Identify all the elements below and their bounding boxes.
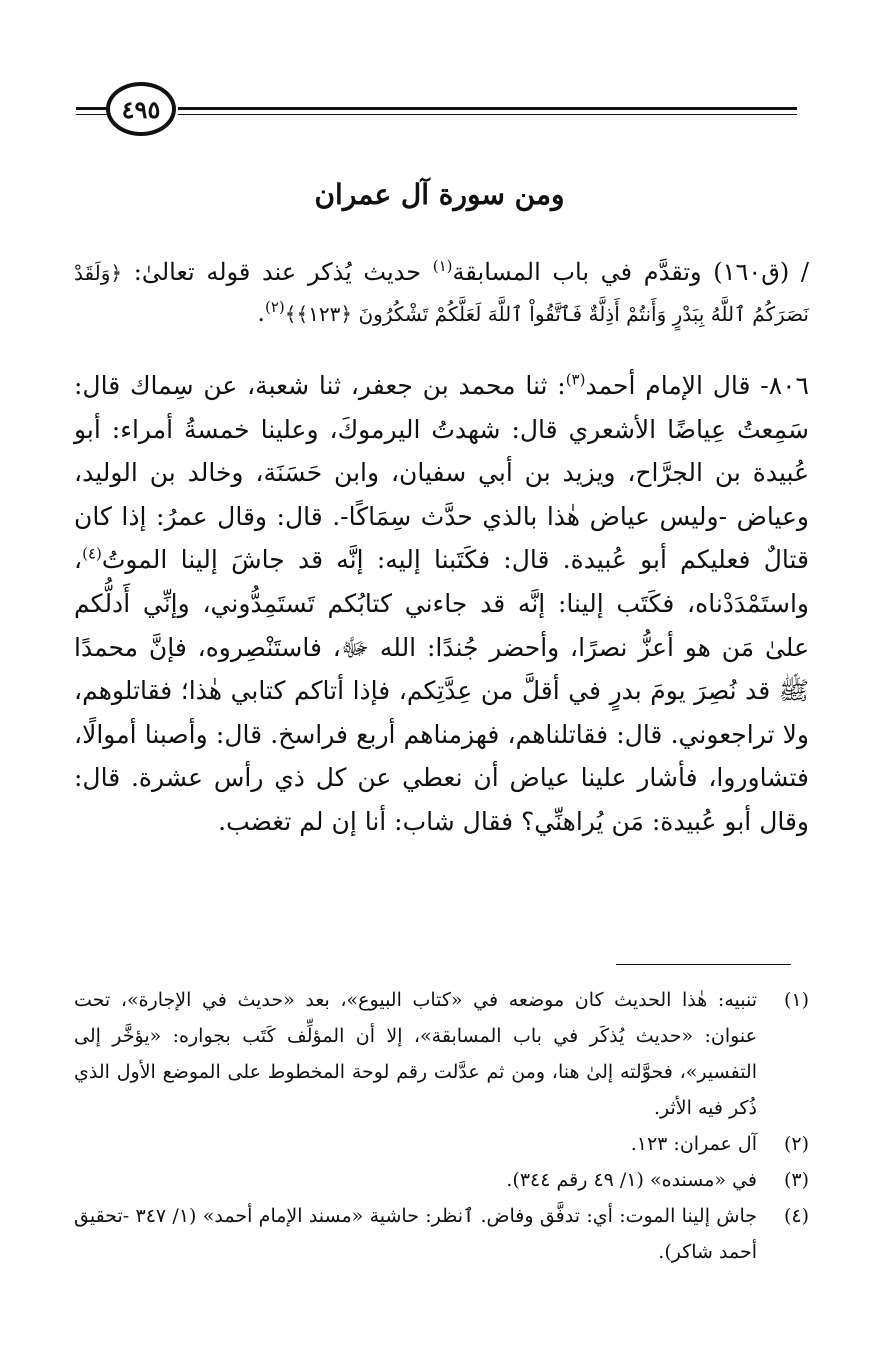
header-rule (178, 107, 797, 110)
footnote (74, 1198, 809, 1270)
quran-verse: ﴿وَلَقَدْ نَصَرَكُمُ ٱللَّهُ بِبَدْرٍ وَأَنتُمْ أَذِلَّةٌ فَٱتَّقُواْ ٱللَّهَ لَعَلَّكُمْ تَشْكُرُونَ ﴿١٢٣﴾﴾ (74, 261, 809, 326)
header-rule (178, 114, 797, 115)
footnote-text: تنبيه: هٰذا الحديث كان موضعه في «كتاب البيوع»، بعد «حديث في الإجارة»، تحت عنوان: «حديث يُذكَر في باب المسابقة»، إلا أن المؤلِّف كَتَب بجواره: «يؤخَّر إلى التفسير»، فحوَّلته إلىٰ هنا، ومن ثم عدَّلت رقم لوحة المخطوط على الموضع الأول الذي ذُكر فيه الأثر. (74, 989, 757, 1119)
footnotes (74, 982, 809, 1270)
footnote-text: في «مسنده» (١/ ٤٩ رقم ٣٤٤). (506, 1169, 757, 1191)
footnote (74, 1126, 809, 1162)
footnote-number: (٣) (783, 1169, 809, 1191)
footnote-number: (١) (783, 989, 809, 1011)
footnote-ref: (٤) (82, 545, 102, 564)
footnote-ref: (١) (432, 257, 453, 275)
hadith-paragraph (74, 364, 809, 844)
footnote-ref: (٢) (264, 298, 285, 316)
intro-paragraph (74, 252, 809, 334)
intro-text: / (ق١٦٠) وتقدَّم في باب المسابقة (452, 258, 810, 286)
header-rule (76, 114, 110, 115)
footnote-text: آل عمران: ١٢٣. (630, 1133, 757, 1155)
footnote-number: (٤) (783, 1205, 809, 1227)
intro-text: حديث يُذكر عند قوله تعالىٰ: (133, 258, 433, 286)
footnote-text: جاش إلينا الموت: أي: تدفَّق وفاض. ٱنظر: حاشية «مسند الإمام أحمد» (١/ ٣٤٧ -تحقيق أحمد شاكر). (74, 1205, 758, 1263)
footnote-separator (616, 964, 791, 965)
footnote-ref: (٣) (565, 370, 586, 389)
footnote (74, 982, 809, 1126)
hadith-text: ٨٠٦- قال الإمام أحمد (585, 371, 809, 400)
intro-end: . (257, 299, 265, 327)
footnote-number: (٢) (783, 1133, 809, 1155)
hadith-text: : ثنا محمد بن جعفر، ثنا شعبة، عن سِماك قال: سَمِعتُ عِياضًا الأشعري قال: شهدتُ اليرموكَ، وعلينا خمسةُ أمراء: أبو عُبيدة بن الجرَّاح، ويزيد بن أبي سفيان، وابن حَسَنَة، وخالد بن الوليد، وعياض -وليس عياض هٰذا بالذي حدَّث سِمَاكًا-. قال: وقال عمرُ: إذا كان قتالٌ فعليكم أبو عُبيدة. قال: فكَتَبنا إليه: إنَّه قد جاشَ إلينا الموتُ (74, 371, 809, 575)
hadith-text: ، واستَمْدَدْناه، فكَتَب إلينا: إنَّه قد جاءني كتابُكم تَستَمِدُّوني، وإنِّي أَدلُّكم علىٰ مَن هو أعزُّ نصرًا، وأحضر جُندًا: الله ﷻ، فاستَنْصِروه، فإنَّ محمدًا ﷺ قد نُصِرَ يومَ بدرٍ في أقلَّ من عِدَّتِكم، فإذا أتاكم كتابي هٰذا؛ فقاتلوهم، ولا تراجعوني. قال: فقاتلناهم، فهزمناهم أربع فراسخ. قال: وأصبنا أموالًا، فتشاوروا، فأشار علينا عياض أن نعطي عن كل ذي رأس عشرة. قال: وقال أبو عُبيدة: مَن يُراهنِّي؟ فقال شاب: أنا إن لم تغضب. (74, 545, 809, 836)
page-header (0, 76, 879, 140)
section-title: ومن سورة آل عمران (314, 178, 565, 211)
page-number: ٤٩٥ (106, 82, 176, 136)
footnote (74, 1162, 809, 1198)
header-rule (76, 107, 110, 110)
